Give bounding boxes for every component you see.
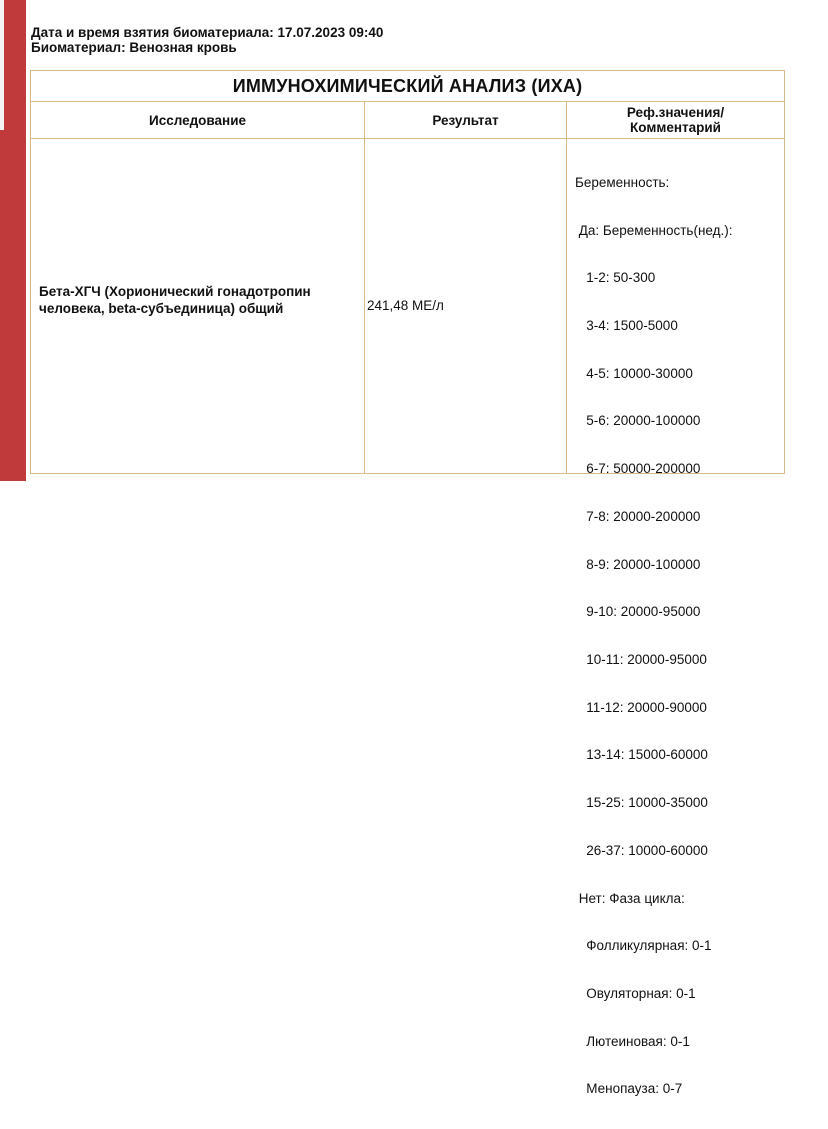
- ref-line: 4-5: 10000-30000: [575, 365, 693, 381]
- test-name-line2: человека, beta-субъединица) общий: [39, 301, 284, 316]
- header-reference-line2: Комментарий: [630, 120, 721, 135]
- header-test-label: Исследование: [148, 112, 247, 128]
- datetime-value: 17.07.2023 09:40: [277, 25, 384, 40]
- ref-line: Да: Беременность(нед.):: [575, 222, 733, 238]
- ref-line: 7-8: 20000-200000: [575, 508, 701, 524]
- sample-info: [31, 25, 383, 55]
- ref-line: 26-37: 10000-60000: [575, 842, 708, 858]
- ref-line: 8-9: 20000-100000: [575, 556, 701, 572]
- biomaterial-row: [31, 40, 383, 55]
- column-divider-2: [566, 102, 567, 473]
- header-reference: [567, 102, 784, 138]
- column-divider-1: [364, 102, 365, 473]
- biomaterial-value: Венозная кровь: [129, 40, 237, 55]
- header-result-label: Результат: [432, 112, 499, 128]
- ref-line: Лютеиновая: 0-1: [575, 1033, 690, 1049]
- ref-line: 10-11: 20000-95000: [575, 652, 707, 667]
- ref-line: Менопауза: 0-7: [575, 1081, 683, 1097]
- ref-line: Нет: Фаза цикла:: [575, 890, 685, 906]
- header-reference-line1: Реф.значения/: [626, 105, 725, 120]
- header-result: [365, 102, 566, 138]
- datetime-label: Дата и время взятия биоматериала:: [31, 25, 274, 40]
- ref-line: 11-12: 20000-90000: [575, 699, 707, 715]
- ref-line: Овуляторная: 0-1: [575, 986, 696, 1002]
- ref-line: 3-4: 1500-5000: [575, 317, 678, 333]
- ref-line: 1-2: 50-300: [575, 270, 656, 286]
- section-title: ИММУНОХИМИЧЕСКИЙ АНАЛИЗ (ИХА): [232, 75, 583, 96]
- ref-line: Беременность:: [575, 174, 670, 190]
- ref-line: Фолликулярная: 0-1: [575, 938, 712, 954]
- ref-line: 9-10: 20000-95000: [575, 604, 701, 620]
- ref-line: 5-6: 20000-100000: [575, 413, 701, 429]
- reference-values: [575, 143, 733, 1129]
- header-divider: [31, 138, 784, 139]
- ref-line: 6-7: 50000-200000: [575, 461, 701, 477]
- result-value: 241,48 МЕ/л: [367, 298, 444, 313]
- test-name-line1: Бета-ХГЧ (Хорионический гонадотропин: [39, 284, 311, 299]
- ref-line: 15-25: 10000-35000: [575, 795, 708, 811]
- datetime-row: [31, 25, 383, 40]
- test-name-cell: [39, 283, 359, 317]
- accent-strip-highlight: [0, 0, 4, 130]
- biomaterial-label: Биоматериал:: [31, 40, 126, 55]
- header-test: [31, 102, 364, 138]
- ref-line: 13-14: 15000-60000: [575, 747, 708, 763]
- results-table: [30, 70, 785, 1097]
